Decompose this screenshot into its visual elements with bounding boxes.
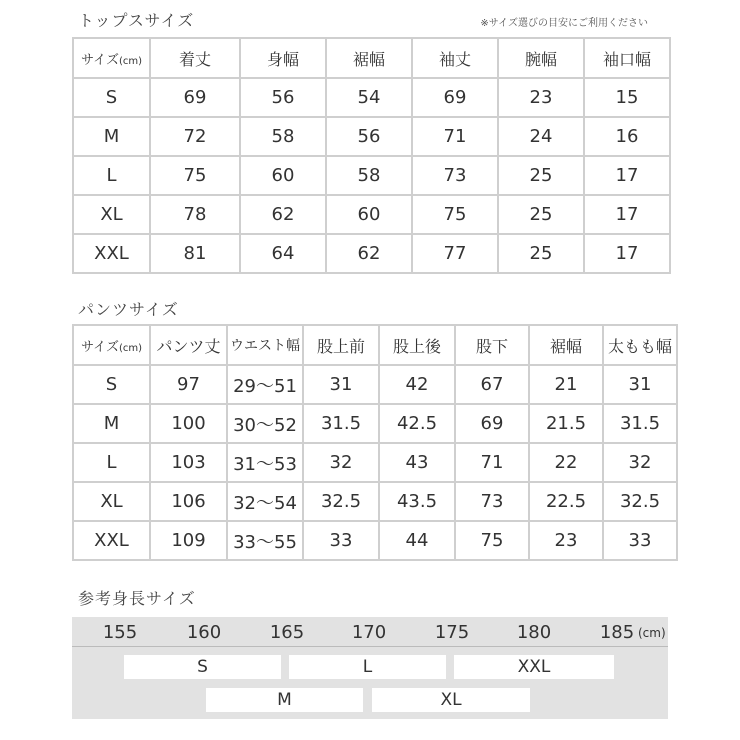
tops-cell: 25 (499, 157, 583, 194)
tops-cell: 25 (499, 235, 583, 272)
tops-cell: 15 (585, 79, 669, 116)
tops-cell: 73 (413, 157, 497, 194)
pants-cell: 109 (151, 522, 226, 559)
pants-cell: 22.5 (530, 483, 602, 520)
pants-cell: 33 (604, 522, 676, 559)
tops-cell: 77 (413, 235, 497, 272)
pants-cell: 44 (380, 522, 454, 559)
tops-cell: 72 (151, 118, 239, 155)
pants-cell: 42 (380, 366, 454, 403)
pants-size-label: M (74, 405, 149, 442)
height-label: 160 (186, 622, 222, 643)
tops-cell: 58 (241, 118, 325, 155)
pants-size-label: S (74, 366, 149, 403)
height-label: 175 (434, 622, 470, 643)
pants-cell: 73 (456, 483, 528, 520)
size-bar-s: S (124, 655, 281, 679)
pants-cell: 32.5 (304, 483, 378, 520)
height-scale (72, 622, 668, 644)
pants-cell: 106 (151, 483, 226, 520)
tops-row (74, 118, 669, 155)
tops-col-header: 着丈 (151, 39, 239, 77)
tops-row (74, 235, 669, 272)
tops-row (74, 196, 669, 233)
pants-cell: 32～54 (228, 483, 302, 520)
pants-cell: 75 (456, 522, 528, 559)
pants-cell: 32.5 (604, 483, 676, 520)
pants-size-label: L (74, 444, 149, 481)
tops-cell: 24 (499, 118, 583, 155)
pants-cell: 31 (304, 366, 378, 403)
pants-cell: 43 (380, 444, 454, 481)
pants-size-label: XL (74, 483, 149, 520)
pants-row (74, 366, 676, 403)
pants-cell: 69 (456, 405, 528, 442)
pants-col-header: 股上前 (304, 326, 378, 364)
pants-row (74, 444, 676, 481)
tops-col-header: 腕幅 (499, 39, 583, 77)
pants-cell: 32 (604, 444, 676, 481)
height-label: 165 (269, 622, 305, 643)
pants-cell: 100 (151, 405, 226, 442)
pants-size-label: XXL (74, 522, 149, 559)
pants-cell: 23 (530, 522, 602, 559)
pants-cell: 31～53 (228, 444, 302, 481)
tops-cell: 56 (327, 118, 411, 155)
pants-row (74, 483, 676, 520)
pants-cell: 30～52 (228, 405, 302, 442)
tops-col-header: 袖丈 (413, 39, 497, 77)
reference-height-panel (72, 617, 668, 719)
tops-cell: 69 (151, 79, 239, 116)
pants-col-header: 裾幅 (530, 326, 602, 364)
height-label: 185 (599, 622, 635, 643)
tops-size-table (72, 37, 671, 274)
pants-cell: 71 (456, 444, 528, 481)
tops-title: トップスサイズ (78, 11, 195, 30)
pants-cell: 67 (456, 366, 528, 403)
pants-cell: 29～51 (228, 366, 302, 403)
tops-cell: 81 (151, 235, 239, 272)
tops-cell: 58 (327, 157, 411, 194)
pants-size-header: サイズ(cm) (74, 326, 149, 364)
pants-cell: 97 (151, 366, 226, 403)
tops-cell: 69 (413, 79, 497, 116)
height-label: 180 (516, 622, 552, 643)
tops-cell: 54 (327, 79, 411, 116)
pants-cell: 31.5 (304, 405, 378, 442)
tops-row (74, 79, 669, 116)
tops-cell: 25 (499, 196, 583, 233)
tops-header-row (74, 39, 669, 77)
tops-cell: 56 (241, 79, 325, 116)
tops-size-label: XL (74, 196, 149, 233)
size-guide-note: ※サイズ選びの目安にご利用ください (480, 18, 648, 29)
height-unit: (cm) (638, 626, 666, 640)
size-bar-m: M (206, 688, 363, 712)
pants-cell: 21 (530, 366, 602, 403)
tops-size-label: XXL (74, 235, 149, 272)
tops-row (74, 157, 669, 194)
height-label: 170 (351, 622, 387, 643)
pants-col-header: パンツ丈 (151, 326, 226, 364)
pants-col-header: 太もも幅 (604, 326, 676, 364)
tops-cell: 78 (151, 196, 239, 233)
tops-cell: 60 (327, 196, 411, 233)
size-bar-xxl: XXL (454, 655, 614, 679)
pants-cell: 31 (604, 366, 676, 403)
pants-cell: 103 (151, 444, 226, 481)
tops-size-label: M (74, 118, 149, 155)
pants-cell: 42.5 (380, 405, 454, 442)
pants-row (74, 522, 676, 559)
tops-cell: 75 (413, 196, 497, 233)
tops-cell: 17 (585, 235, 669, 272)
tops-cell: 75 (151, 157, 239, 194)
pants-cell: 33 (304, 522, 378, 559)
tops-cell: 23 (499, 79, 583, 116)
tops-cell: 62 (241, 196, 325, 233)
tops-cell: 62 (327, 235, 411, 272)
pants-cell: 31.5 (604, 405, 676, 442)
pants-cell: 43.5 (380, 483, 454, 520)
size-bar-xl: XL (372, 688, 530, 712)
pants-cell: 32 (304, 444, 378, 481)
tops-size-header: サイズ(cm) (74, 39, 149, 77)
tops-cell: 71 (413, 118, 497, 155)
tops-col-header: 裾幅 (327, 39, 411, 77)
reference-title: 参考身長サイズ (78, 589, 196, 608)
tops-col-header: 身幅 (241, 39, 325, 77)
height-label: 155 (102, 622, 138, 643)
size-bar-l: L (289, 655, 446, 679)
pants-cell: 22 (530, 444, 602, 481)
tops-size-label: L (74, 157, 149, 194)
tops-cell: 17 (585, 196, 669, 233)
pants-title: パンツサイズ (78, 300, 179, 319)
tops-col-header: 袖口幅 (585, 39, 669, 77)
pants-col-header: 股上後 (380, 326, 454, 364)
tops-cell: 60 (241, 157, 325, 194)
pants-col-header: 股下 (456, 326, 528, 364)
pants-size-table (72, 324, 678, 561)
tops-cell: 17 (585, 157, 669, 194)
tops-size-label: S (74, 79, 149, 116)
pants-header-row (74, 326, 676, 364)
divider (72, 646, 668, 647)
pants-cell: 21.5 (530, 405, 602, 442)
pants-col-header: ウエスト幅 (228, 326, 302, 364)
tops-cell: 16 (585, 118, 669, 155)
pants-row (74, 405, 676, 442)
pants-cell: 33～55 (228, 522, 302, 559)
tops-cell: 64 (241, 235, 325, 272)
